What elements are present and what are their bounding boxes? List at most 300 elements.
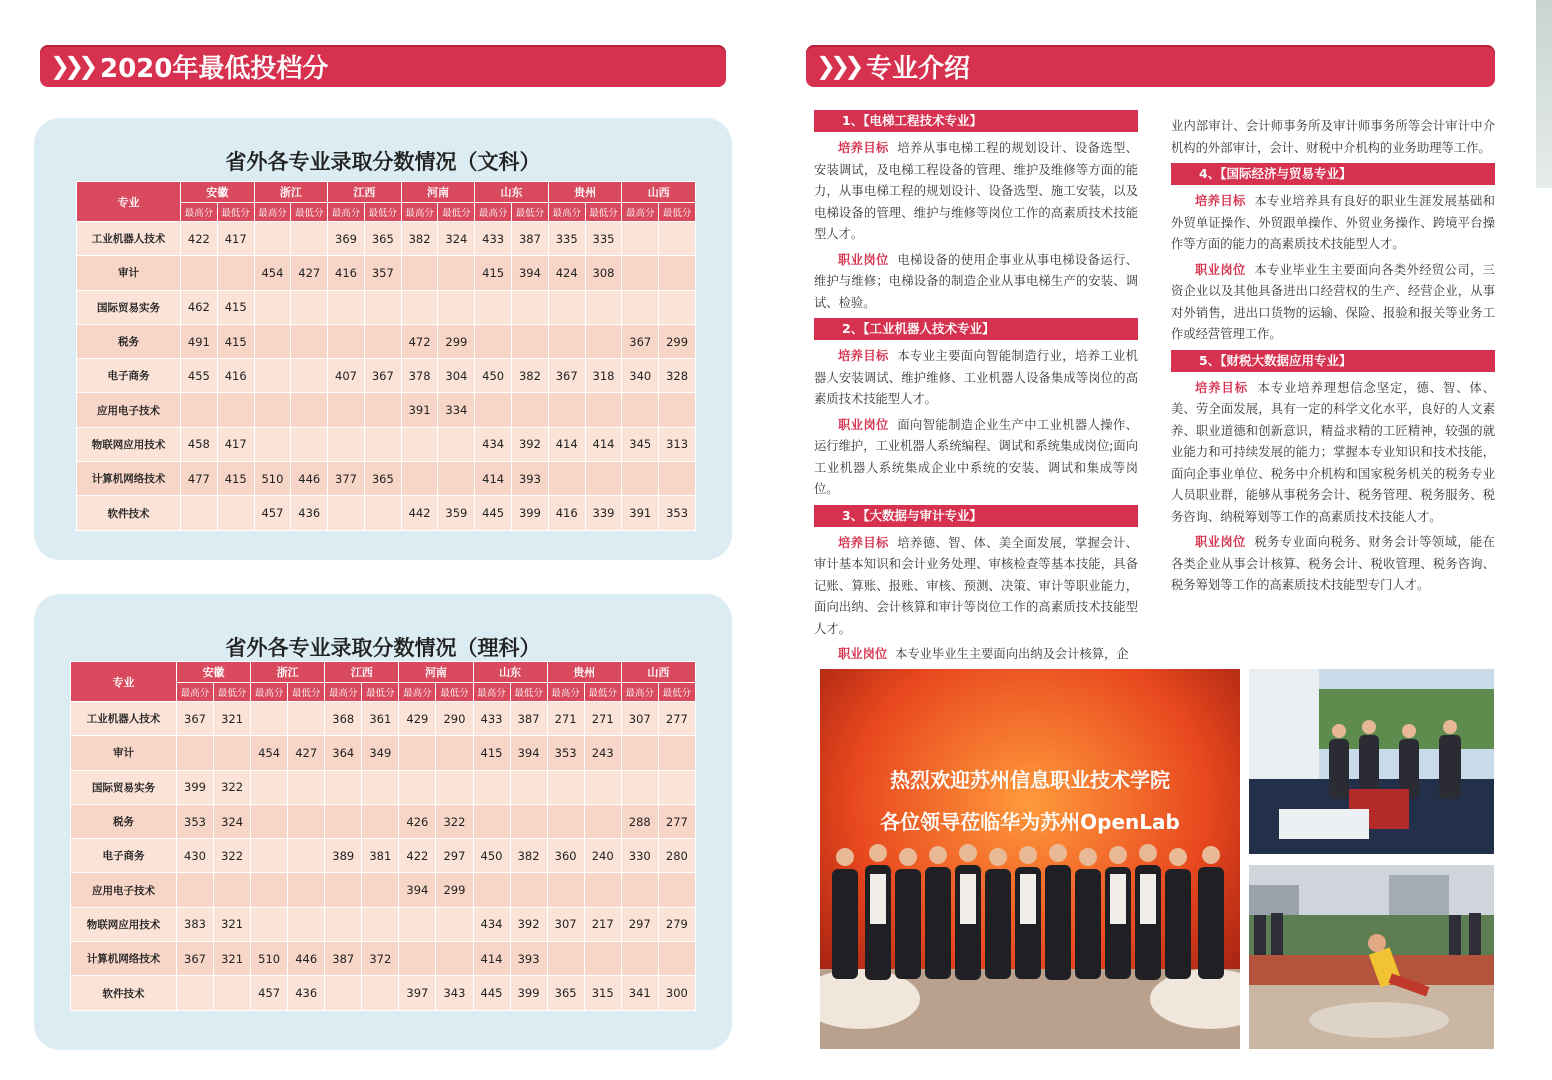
goal-text: 本专业主要面向智能制造行业，培养工业机器人安装调试、维护维修、工业机器人设备集成等岗位的高素质技术技能型人才。 xyxy=(814,349,1138,406)
score-cell: 341 xyxy=(621,976,658,1010)
table-row xyxy=(71,804,696,838)
score-cell xyxy=(621,736,658,770)
sports-photo xyxy=(1249,865,1494,1049)
table-row xyxy=(71,839,696,873)
score-subheader: 最高分 xyxy=(401,203,438,222)
province-header: 山西 xyxy=(622,182,696,203)
score-cell: 414 xyxy=(473,942,510,976)
score-cell: 339 xyxy=(585,496,622,530)
score-cell: 399 xyxy=(177,770,214,804)
table-row xyxy=(71,702,696,736)
score-cell xyxy=(291,290,328,324)
score-cell: 377 xyxy=(328,462,365,496)
score-cell: 387 xyxy=(325,942,362,976)
score-cell xyxy=(364,496,401,530)
score-cell: 367 xyxy=(177,702,214,736)
score-cell: 321 xyxy=(214,702,251,736)
score-cell xyxy=(436,907,473,941)
score-cell: 424 xyxy=(548,256,585,290)
score-cell xyxy=(659,222,696,256)
score-cell: 414 xyxy=(548,427,585,461)
score-cell: 359 xyxy=(438,496,475,530)
score-cell: 299 xyxy=(438,324,475,358)
score-cell: 361 xyxy=(362,702,399,736)
score-cell xyxy=(401,462,438,496)
score-cell: 416 xyxy=(328,256,365,290)
score-cell: 454 xyxy=(254,256,291,290)
score-subheader: 最低分 xyxy=(214,683,251,702)
table-row xyxy=(77,256,696,290)
score-cell xyxy=(399,770,436,804)
score-cell: 322 xyxy=(436,804,473,838)
table-row xyxy=(77,222,696,256)
score-cell xyxy=(399,907,436,941)
score-cell xyxy=(325,976,362,1010)
score-subheader: 最高分 xyxy=(473,683,510,702)
arts-score-panel xyxy=(34,118,732,560)
score-cell: 315 xyxy=(584,976,621,1010)
score-subheader: 最低分 xyxy=(659,203,696,222)
score-cell xyxy=(328,290,365,324)
score-cell xyxy=(548,290,585,324)
province-header: 贵州 xyxy=(548,182,622,203)
score-cell: 422 xyxy=(399,839,436,873)
score-cell xyxy=(473,873,510,907)
event-photo xyxy=(1249,669,1494,854)
scores-banner-title: 2020年最低投档分 xyxy=(100,53,329,84)
score-cell: 394 xyxy=(512,256,549,290)
score-cell: 387 xyxy=(510,702,547,736)
score-cell xyxy=(362,873,399,907)
score-cell: 455 xyxy=(181,359,218,393)
score-cell: 429 xyxy=(399,702,436,736)
score-cell xyxy=(364,393,401,427)
score-cell xyxy=(362,770,399,804)
score-cell: 279 xyxy=(658,907,695,941)
major-name: 计算机网络技术 xyxy=(77,462,181,496)
score-cell xyxy=(217,393,254,427)
score-cell: 433 xyxy=(473,702,510,736)
major-name: 国际贸易实务 xyxy=(71,770,177,804)
score-cell xyxy=(621,770,658,804)
score-cell xyxy=(621,873,658,907)
score-cell xyxy=(181,256,218,290)
score-cell: 472 xyxy=(401,324,438,358)
score-cell xyxy=(475,393,512,427)
score-cell xyxy=(181,496,218,530)
score-cell: 422 xyxy=(181,222,218,256)
score-cell: 415 xyxy=(475,256,512,290)
score-cell: 328 xyxy=(659,359,696,393)
section-job-continued: 业内部审计、会计师事务所及审计师事务所等会计审计中介机构的外部审计，会计、财税中介机构的业务助理等工作。 xyxy=(1171,119,1495,155)
score-cell: 297 xyxy=(436,839,473,873)
score-cell xyxy=(399,942,436,976)
goal-text: 培养从事电梯工程的规划设计、设备选型、安装调试，及电梯工程设备的管理、维护及维修等方面的能力，从事电梯工程的规划设计、设备选型、施工安装，以及电梯设备的管理、维护与维修等岗位工作的高素质技术技能型人才。 xyxy=(814,141,1138,241)
score-cell: 491 xyxy=(181,324,218,358)
province-header: 安徽 xyxy=(181,182,255,203)
score-cell: 321 xyxy=(214,907,251,941)
score-cell: 446 xyxy=(291,462,328,496)
score-cell: 340 xyxy=(622,359,659,393)
score-cell xyxy=(288,873,325,907)
score-cell xyxy=(585,290,622,324)
score-cell: 434 xyxy=(475,427,512,461)
score-cell: 343 xyxy=(436,976,473,1010)
score-subheader: 最低分 xyxy=(217,203,254,222)
score-cell: 457 xyxy=(254,496,291,530)
province-header: 江西 xyxy=(328,182,402,203)
goal-label: 培养目标 xyxy=(838,141,889,155)
province-header: 江西 xyxy=(325,662,399,683)
major-name: 应用电子技术 xyxy=(77,393,181,427)
score-cell: 387 xyxy=(512,222,549,256)
score-cell xyxy=(658,770,695,804)
score-cell xyxy=(401,290,438,324)
score-cell xyxy=(622,256,659,290)
score-cell xyxy=(658,873,695,907)
section-goal xyxy=(814,346,1138,411)
score-cell: 382 xyxy=(510,839,547,873)
score-cell: 381 xyxy=(362,839,399,873)
score-cell xyxy=(659,256,696,290)
score-cell: 436 xyxy=(288,976,325,1010)
section-job xyxy=(814,415,1138,501)
score-cell xyxy=(548,393,585,427)
score-cell xyxy=(362,907,399,941)
table-row xyxy=(71,770,696,804)
score-cell: 307 xyxy=(547,907,584,941)
major-header: 专业 xyxy=(71,662,177,702)
score-cell xyxy=(328,427,365,461)
goal-text: 本专业培养理想信念坚定，德、智、体、美、劳全面发展，具有一定的科学文化水平，良好的人文素养、职业道德和创新意识，精益求精的工匠精神，较强的就业能力和可持续发展的能力；掌握本专业知识和技术技能，面向企事业单位、税务中介机构和国家税务机关的税务专业人员职业群，能够从事税务会计、税务管理、税务服务、税务咨询、纳税筹划等工作的高素质技术技能人才。 xyxy=(1171,380,1495,524)
score-subheader: 最低分 xyxy=(364,203,401,222)
score-cell: 365 xyxy=(364,222,401,256)
page-edge xyxy=(1536,0,1552,188)
score-cell: 426 xyxy=(399,804,436,838)
score-cell: 416 xyxy=(548,496,585,530)
goal-label: 培养目标 xyxy=(1195,194,1246,208)
score-cell: 389 xyxy=(325,839,362,873)
score-cell xyxy=(288,839,325,873)
science-score-table xyxy=(70,661,696,1011)
score-cell xyxy=(288,804,325,838)
score-cell xyxy=(659,462,696,496)
score-cell: 330 xyxy=(621,839,658,873)
score-cell xyxy=(362,804,399,838)
score-cell xyxy=(584,942,621,976)
score-cell: 393 xyxy=(510,942,547,976)
score-cell: 392 xyxy=(510,907,547,941)
major-name: 电子商务 xyxy=(71,839,177,873)
score-cell: 430 xyxy=(177,839,214,873)
job-label: 职业岗位 xyxy=(838,252,889,267)
table-row xyxy=(71,976,696,1010)
major-name: 审计 xyxy=(77,256,181,290)
score-cell: 372 xyxy=(362,942,399,976)
table-row xyxy=(77,427,696,461)
score-cell xyxy=(181,393,218,427)
score-cell xyxy=(438,290,475,324)
score-cell xyxy=(291,393,328,427)
score-cell xyxy=(584,873,621,907)
score-cell: 399 xyxy=(510,976,547,1010)
score-cell xyxy=(214,873,251,907)
major-name: 电子商务 xyxy=(77,359,181,393)
score-cell xyxy=(217,496,254,530)
score-cell: 415 xyxy=(473,736,510,770)
score-cell: 364 xyxy=(325,736,362,770)
score-cell: 391 xyxy=(622,496,659,530)
section-title: 1、【电梯工程技术专业】 xyxy=(814,110,1138,132)
score-cell xyxy=(547,942,584,976)
score-cell: 300 xyxy=(658,976,695,1010)
score-subheader: 最高分 xyxy=(181,203,218,222)
section-title: 4、【国际经济与贸易专业】 xyxy=(1171,163,1495,185)
score-cell: 414 xyxy=(475,462,512,496)
table-row xyxy=(77,324,696,358)
section-job xyxy=(1171,260,1495,346)
score-cell: 277 xyxy=(658,804,695,838)
table-row xyxy=(71,942,696,976)
score-subheader: 最低分 xyxy=(291,203,328,222)
score-cell: 378 xyxy=(401,359,438,393)
score-subheader: 最低分 xyxy=(362,683,399,702)
score-cell xyxy=(475,290,512,324)
score-cell: 462 xyxy=(181,290,218,324)
province-header: 山西 xyxy=(621,662,695,683)
score-cell: 353 xyxy=(177,804,214,838)
score-cell: 399 xyxy=(512,496,549,530)
score-cell: 324 xyxy=(438,222,475,256)
score-cell xyxy=(399,736,436,770)
score-subheader: 最高分 xyxy=(622,203,659,222)
score-cell: 414 xyxy=(585,427,622,461)
photo-caption-line2: 各位领导莅临华为苏州OpenLab xyxy=(880,810,1180,834)
score-cell xyxy=(177,736,214,770)
score-cell: 450 xyxy=(475,359,512,393)
job-text: 税务专业面向税务、财务会计等领域，能在各类企业从事会计核算、税务会计、税收管理、税务咨询、税务筹划等工作的高素质技术技能型专门人才。 xyxy=(1171,535,1495,592)
score-cell: 427 xyxy=(291,256,328,290)
section-title: 2、【工业机器人技术专业】 xyxy=(814,318,1138,340)
major-name: 税务 xyxy=(77,324,181,358)
score-cell xyxy=(251,839,288,873)
goal-label: 培养目标 xyxy=(838,535,889,550)
score-cell xyxy=(288,702,325,736)
score-cell xyxy=(473,770,510,804)
chevron-right-icon: ❯❯❯ xyxy=(50,52,93,80)
major-name: 税务 xyxy=(71,804,177,838)
major-header: 专业 xyxy=(77,182,181,222)
province-header: 贵州 xyxy=(547,662,621,683)
scores-banner xyxy=(40,45,726,87)
score-cell: 407 xyxy=(328,359,365,393)
job-text: 面向智能制造企业生产中工业机器人操作、运行维护，工业机器人系统编程、调试和系统集成岗位;面向工业机器人系统集成企业中系统的安装、调试和集成等岗位。 xyxy=(814,417,1138,496)
score-cell xyxy=(585,324,622,358)
goal-label: 培养目标 xyxy=(838,349,889,363)
score-cell xyxy=(473,804,510,838)
score-cell: 277 xyxy=(658,702,695,736)
goal-text: 培养德、智、体、美全面发展，掌握会计、审计基本知识和会计业务处理、审核检查等基本技能，具备记账、算账、报账、审核、预测、决策、审计等职业能力，面向出纳、会计核算和审计等岗位工作的高素质技术技能型人才。 xyxy=(814,535,1138,636)
score-subheader: 最低分 xyxy=(438,203,475,222)
section-goal xyxy=(1171,378,1495,529)
score-cell: 415 xyxy=(217,462,254,496)
major-name: 物联网应用技术 xyxy=(71,907,177,941)
table-row xyxy=(77,359,696,393)
score-cell: 397 xyxy=(399,976,436,1010)
group-photo xyxy=(820,669,1240,1049)
score-cell xyxy=(584,770,621,804)
score-cell: 297 xyxy=(621,907,658,941)
score-cell: 353 xyxy=(547,736,584,770)
intro-banner xyxy=(806,45,1495,87)
score-cell xyxy=(364,427,401,461)
score-cell: 433 xyxy=(475,222,512,256)
section-goal xyxy=(1171,191,1495,256)
score-cell xyxy=(254,393,291,427)
score-cell: 321 xyxy=(214,942,251,976)
score-cell: 417 xyxy=(217,427,254,461)
score-subheader: 最高分 xyxy=(251,683,288,702)
score-cell xyxy=(438,462,475,496)
score-cell: 367 xyxy=(364,359,401,393)
score-subheader: 最高分 xyxy=(254,203,291,222)
score-cell xyxy=(328,496,365,530)
score-cell: 446 xyxy=(288,942,325,976)
major-name: 软件技术 xyxy=(71,976,177,1010)
score-subheader: 最低分 xyxy=(436,683,473,702)
score-cell xyxy=(251,804,288,838)
job-text: 本专业毕业生主要面向各类外经贸公司，三资企业以及其他具备进出口经营权的生产、经营企业，从事对外销售，进出口货物的运输、保险、报验和报关等业务工作或经营管理工作。 xyxy=(1171,262,1495,341)
score-cell xyxy=(325,907,362,941)
score-subheader: 最低分 xyxy=(585,203,622,222)
score-subheader: 最高分 xyxy=(325,683,362,702)
score-cell xyxy=(658,736,695,770)
section-title: 5、【财税大数据应用专业】 xyxy=(1171,350,1495,372)
job-label: 职业岗位 xyxy=(838,417,889,432)
score-cell xyxy=(217,256,254,290)
score-cell: 271 xyxy=(547,702,584,736)
score-cell xyxy=(584,804,621,838)
score-cell: 450 xyxy=(473,839,510,873)
score-cell: 271 xyxy=(584,702,621,736)
major-name: 工业机器人技术 xyxy=(71,702,177,736)
score-cell: 217 xyxy=(584,907,621,941)
score-cell xyxy=(585,393,622,427)
score-cell: 335 xyxy=(548,222,585,256)
province-header: 河南 xyxy=(401,182,475,203)
major-name: 审计 xyxy=(71,736,177,770)
score-cell xyxy=(254,427,291,461)
major-name: 软件技术 xyxy=(77,496,181,530)
score-cell xyxy=(622,222,659,256)
score-cell xyxy=(622,462,659,496)
score-cell: 416 xyxy=(217,359,254,393)
score-subheader: 最低分 xyxy=(658,683,695,702)
job-label: 职业岗位 xyxy=(838,647,888,661)
score-cell xyxy=(658,942,695,976)
score-cell xyxy=(512,290,549,324)
section-goal xyxy=(814,533,1138,641)
score-subheader: 最高分 xyxy=(621,683,658,702)
score-cell xyxy=(436,942,473,976)
score-cell xyxy=(177,873,214,907)
score-cell: 445 xyxy=(475,496,512,530)
score-cell: 349 xyxy=(362,736,399,770)
score-cell xyxy=(548,324,585,358)
score-cell xyxy=(438,427,475,461)
section-job xyxy=(814,644,1138,666)
score-cell: 290 xyxy=(436,702,473,736)
score-cell: 322 xyxy=(214,839,251,873)
score-subheader: 最高分 xyxy=(547,683,584,702)
score-cell xyxy=(622,290,659,324)
section-job xyxy=(814,250,1138,315)
score-cell xyxy=(251,907,288,941)
score-subheader: 最低分 xyxy=(510,683,547,702)
score-cell xyxy=(548,462,585,496)
section-title: 3、【大数据与审计专业】 xyxy=(814,505,1138,527)
score-cell: 299 xyxy=(659,324,696,358)
intro-column-right xyxy=(1171,116,1495,601)
major-name: 国际贸易实务 xyxy=(77,290,181,324)
score-cell xyxy=(214,736,251,770)
score-subheader: 最高分 xyxy=(475,203,512,222)
score-cell: 280 xyxy=(658,839,695,873)
province-header: 安徽 xyxy=(177,662,251,683)
province-header: 河南 xyxy=(399,662,473,683)
science-score-panel xyxy=(34,594,732,1050)
province-header: 浙江 xyxy=(251,662,325,683)
score-subheader: 最低分 xyxy=(512,203,549,222)
score-cell: 383 xyxy=(177,907,214,941)
score-cell: 318 xyxy=(585,359,622,393)
score-cell: 360 xyxy=(547,839,584,873)
score-cell: 477 xyxy=(181,462,218,496)
section-goal xyxy=(814,138,1138,246)
score-cell xyxy=(325,770,362,804)
score-cell xyxy=(362,976,399,1010)
score-cell: 369 xyxy=(328,222,365,256)
score-cell: 353 xyxy=(659,496,696,530)
score-cell: 368 xyxy=(325,702,362,736)
score-cell: 510 xyxy=(251,942,288,976)
score-cell: 454 xyxy=(251,736,288,770)
score-cell: 243 xyxy=(584,736,621,770)
score-subheader: 最低分 xyxy=(288,683,325,702)
table-row xyxy=(71,907,696,941)
score-cell: 367 xyxy=(548,359,585,393)
score-cell xyxy=(547,770,584,804)
score-cell: 304 xyxy=(438,359,475,393)
score-cell: 365 xyxy=(547,976,584,1010)
score-cell: 335 xyxy=(585,222,622,256)
major-name: 计算机网络技术 xyxy=(71,942,177,976)
job-label: 职业岗位 xyxy=(1195,262,1246,277)
score-cell xyxy=(325,873,362,907)
score-cell: 445 xyxy=(473,976,510,1010)
score-cell xyxy=(436,770,473,804)
score-cell: 365 xyxy=(364,462,401,496)
score-cell xyxy=(512,324,549,358)
score-subheader: 最高分 xyxy=(548,203,585,222)
province-header: 浙江 xyxy=(254,182,328,203)
score-cell xyxy=(251,873,288,907)
score-cell: 345 xyxy=(622,427,659,461)
score-cell xyxy=(510,873,547,907)
score-cell xyxy=(254,324,291,358)
score-subheader: 最高分 xyxy=(177,683,214,702)
section-job xyxy=(1171,532,1495,597)
